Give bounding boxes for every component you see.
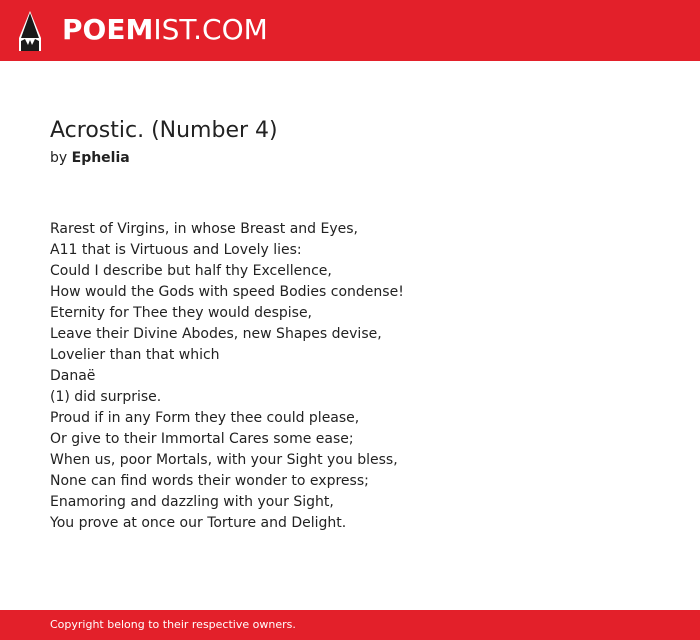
site-header [0,0,700,61]
poem-line: You prove at once our Torture and Delight. [50,515,347,531]
poem-line: Danaë [50,368,96,384]
poem-line: Could I describe but half thy Excellence, [50,263,332,279]
poem-line: None can find words their wonder to express; [50,473,369,489]
poem-line: Proud if in any Form they thee could please, [50,410,360,426]
poem-line: Enamoring and dazzling with your Sight, [50,494,334,510]
poem-content [50,116,670,534]
by-label: by [50,150,68,166]
poem-line: Leave their Divine Abodes, new Shapes devise, [50,326,382,342]
poem-byline [50,147,670,169]
poem-line: A11 that is Virtuous and Lovely lies: [50,242,302,258]
poem-line: (1) did surprise. [50,389,162,405]
poem-line: Or give to their Immortal Cares some ease; [50,431,354,447]
site-footer [0,610,700,640]
poem-line: How would the Gods with speed Bodies condense! [50,284,404,300]
logo-bold-text: POEM [62,13,154,46]
copyright-text: Copyright belong to their respective owners. [50,618,296,631]
author-link[interactable]: Ephelia [71,150,130,166]
logo-light-text: IST.COM [153,13,268,46]
site-logo[interactable] [62,13,268,47]
poem-line: Eternity for Thee they would despise, [50,305,313,321]
poem-title: Acrostic. (Number 4) [50,118,278,143]
poem-body [50,219,670,534]
poem-line: When us, poor Mortals, with your Sight you bless, [50,452,398,468]
pencil-tip-icon[interactable] [17,10,43,52]
poem-line: Lovelier than that which [50,347,220,363]
poem-line: Rarest of Virgins, in whose Breast and Eyes, [50,221,358,237]
